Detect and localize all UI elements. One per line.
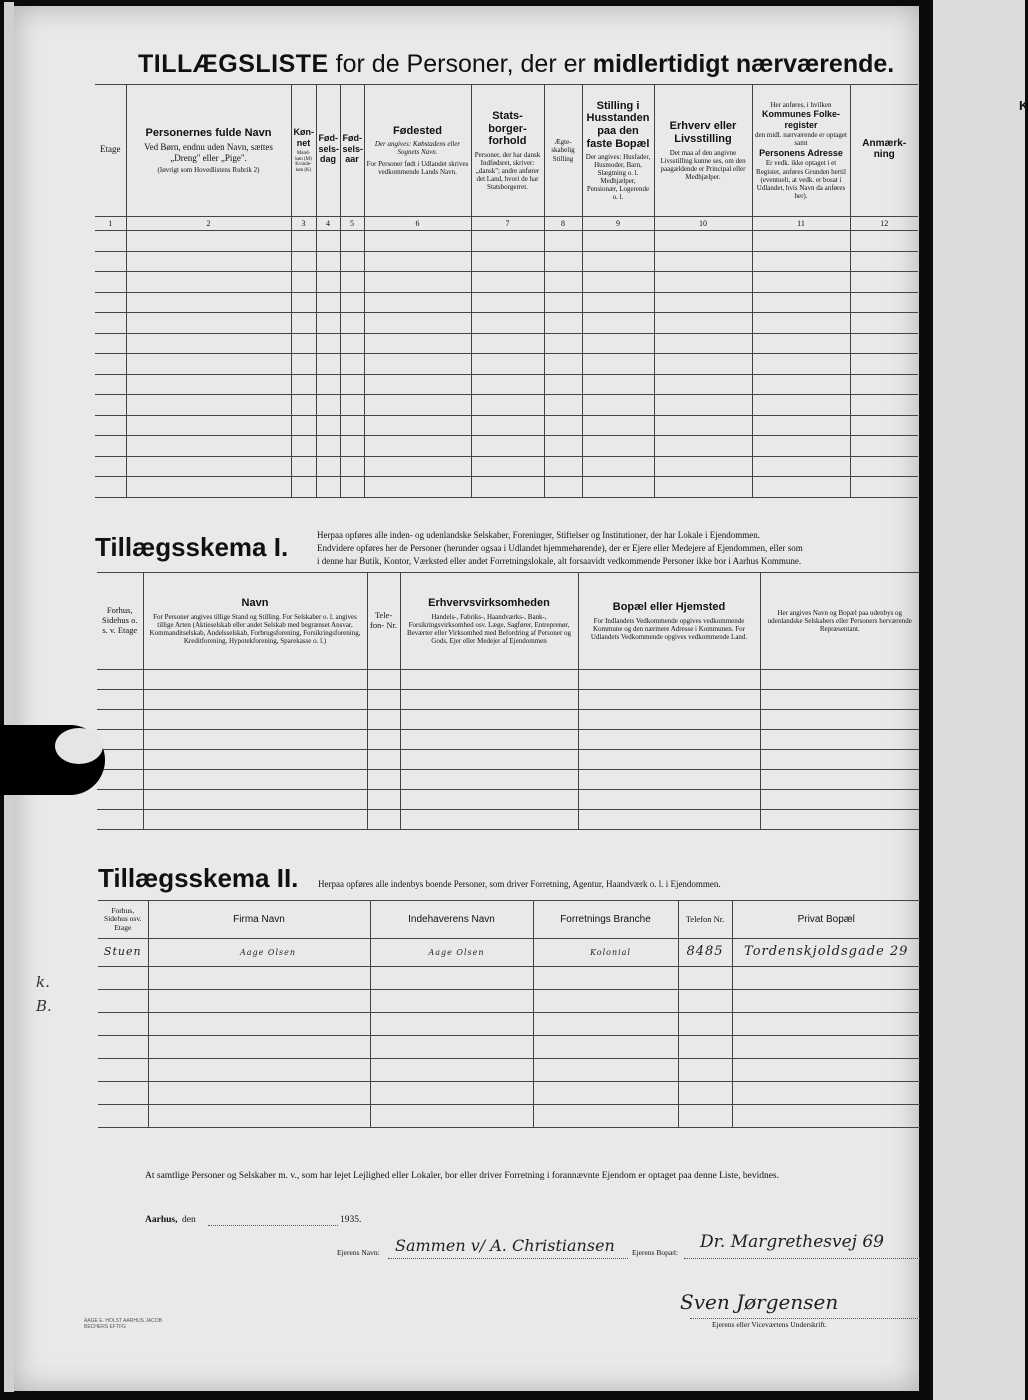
empty-row xyxy=(97,730,919,750)
empty-row xyxy=(95,313,918,334)
empty-row xyxy=(95,374,918,395)
empty-row xyxy=(97,710,919,730)
footer-statement: At samtlige Personer og Selskaber m. v., som har lejet Lejlighed eller Lokaler, bor eller driver Forretning i forannævnte Ejendom er optaget paa denne Liste, bevidnes. xyxy=(145,1171,779,1181)
empty-row xyxy=(98,1036,920,1059)
empty-row xyxy=(97,750,919,770)
signature: Sven Jørgensen xyxy=(680,1290,839,1314)
empty-row xyxy=(95,415,918,436)
footer-year: 1935. xyxy=(340,1215,362,1225)
empty-row xyxy=(98,1013,920,1036)
empty-row xyxy=(97,770,919,790)
empty-row xyxy=(95,251,918,272)
owner-address-line xyxy=(684,1258,920,1259)
signature-line xyxy=(690,1318,920,1319)
tillaegsliste-table xyxy=(95,84,918,498)
entry-branche: Kolonial xyxy=(533,939,678,967)
empty-row xyxy=(97,690,919,710)
empty-row xyxy=(95,456,918,477)
skema2-table xyxy=(98,900,920,1128)
empty-row xyxy=(95,395,918,416)
skema1-header-row: Forhus, Sidehus o. s. v. Etage Navn For Personer angives tillige Stand og Stilling. For Selskaber o. l. angives tillige Arten (Aktieselskab eller andet Selskab med begrænset Ansvar, Kommanditselskab, Andelsselskab, Forbrugsforening, Forsikringsforening, Kreditforening, Hypotekforening, Sparekasse o. l.) Tele- fon- Nr. Erhvervsvirksomheden Handels-, Fabriks-, Haandværks-, Bank-, Forsikringsvirksomhed osv. Læge, Sagfører, Entreprenør, Beværter eller Virksomhed med Befordring af Personer og Gods, Ejer eller Medejer af Ejendommen Bopæl eller Hjemsted For Indlandets Vedkommende opgives vedkommende Kommune og den nærmere Adresse i Kommunen. For Udlandets Vedkommende opgives vedkommende Land. Her angives Navn og Bopæl paa udenbys og udenlandske Selskabers eller Personers herværende Repræsentant. xyxy=(97,573,919,670)
skema2-header-row: Forhus, Sidehus osv. Etage Firma Navn Indehaverens Navn Forretnings Branche Telefon Nr. Privat Bopæl xyxy=(98,901,920,939)
skema1-heading: Tillægsskema I. xyxy=(95,532,289,562)
entry-etage: Stuen xyxy=(98,939,148,967)
empty-row xyxy=(97,670,919,690)
thumb-nail xyxy=(55,728,103,764)
signature-label: Ejerens eller Viceværtens Underskrift. xyxy=(712,1320,827,1329)
adjacent-page: K xyxy=(933,0,1025,1400)
owner-address-label: Ejerens Bopæl: xyxy=(632,1248,679,1257)
margin-mark-2: B. xyxy=(36,997,52,1015)
entry-indehaver: Aage Olsen xyxy=(370,939,533,967)
empty-row xyxy=(95,231,918,252)
skema1-description: Herpaa opføres alle inden- og udenlandske Selskaber, Foreninger, Stiftelser og Institutioner, der har Lokale i Ejendommen. Endvidere opføres her de Personer (herunder ogsaa i Udlandet hjemmehørende), der er Ejere eller Medejere af Ejendommen, eller som i denne har Butik, Kontor, Værksted eller andet Forretningslokale, alt forsaavidt vedkommende Personer ikke bor i Aarhus Kommune. xyxy=(317,530,803,567)
owner-name-value: Sammen v/ A. Christiansen xyxy=(395,1236,615,1255)
skema1-table xyxy=(97,572,919,830)
empty-row xyxy=(98,990,920,1013)
entry-telefon: 8485 xyxy=(678,939,732,967)
owner-address-value: Dr. Margrethesvej 69 xyxy=(700,1232,884,1252)
empty-row xyxy=(95,292,918,313)
date-line xyxy=(208,1225,338,1226)
empty-row xyxy=(98,1059,920,1082)
margin-mark: k. xyxy=(36,973,50,991)
skema2-heading: Tillægsskema II. xyxy=(98,863,299,893)
empty-row xyxy=(95,333,918,354)
column-number-row: 1 2 3 4 5 6 7 8 9 10 11 12 xyxy=(95,217,918,231)
empty-row xyxy=(95,436,918,457)
empty-row xyxy=(98,1082,920,1105)
entry-bopael: Tordenskjoldsgade 29 xyxy=(732,939,920,967)
empty-row xyxy=(98,1105,920,1128)
footer-place: Aarhus, xyxy=(145,1215,178,1225)
page-edge xyxy=(4,2,14,1392)
footer-den: den xyxy=(182,1215,196,1225)
empty-row xyxy=(95,477,918,498)
printer-mark: AAGE E. HOLST AARHUS JACOB BECHERS EFTFG xyxy=(84,1318,162,1330)
page-title: TILLÆGSLISTE for de Personer, der er midlertidigt nærværende. xyxy=(138,50,895,78)
owner-name-label: Ejerens Navn: xyxy=(337,1248,380,1257)
owner-name-line xyxy=(388,1258,628,1259)
entry-firma: Aage Olsen xyxy=(148,939,370,967)
empty-row xyxy=(95,354,918,375)
empty-row xyxy=(95,272,918,293)
skema2-entry-row xyxy=(98,939,920,967)
skema2-description: Herpaa opføres alle indenbys boende Personer, som driver Forretning, Agentur, Haandværk o. l. i Ejendommen. xyxy=(318,879,721,889)
empty-row xyxy=(97,790,919,810)
empty-row xyxy=(97,810,919,830)
empty-row xyxy=(98,967,920,990)
list-header-row: Etage Personernes fulde Navn Ved Børn, endnu uden Navn, sættes „Dreng" eller „Pige". (Iøvrigt som Hovedlistens Rubrik 2) Køn- net Mand- køn (M) Kvinde- køn (K) Fød- sels- dag Fød- sels- aar Fødested Der angives: Købstadens eller Sognets Navn. For Personer født i Udlandet skrives vedkommende Lands Navn. Stats- borger- forhold Personer, der har dansk Indfødsret, skriver: „dansk"; andre anfører det Land, hvori de har Statsborgerret. Ægte- skabelig Stilling Stilling i Husstanden paa den faste Bopæl Der angives: Husfader, Husmoder, Barn, Slægtning o. l. Medhjælper, Pensionær, Logerende o. l. Erhverv eller Livsstilling Det maa af den angivne Livsstilling kunne ses, om den paagældende er Principal eller Medhjælper. Her anføres, i hvilken Kommunes Folke- register den midl. nærværende er optaget samt Personens Adresse Er vedk. ikke optaget i et Register, anføres Grunden hertil (eventuelt, at vedk. er bosat i Udlandet, hvis Navn da anføres her). Anmærk- ning xyxy=(95,85,918,217)
